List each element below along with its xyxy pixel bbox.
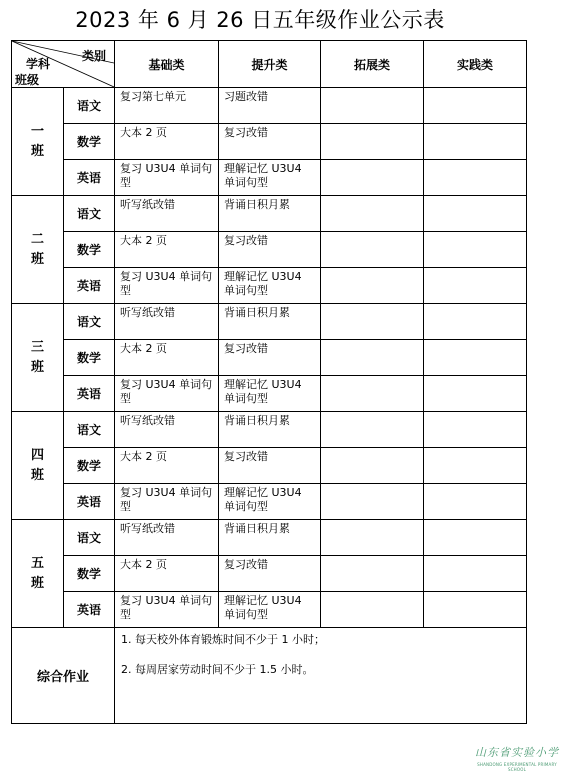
class-name-line2: 班 (30, 251, 44, 267)
class-name-line1: 五 (30, 555, 44, 571)
practice-cell (424, 340, 527, 376)
extended-cell (321, 592, 424, 628)
advanced-cell: 背诵日积月累 (219, 304, 321, 340)
extended-cell (321, 268, 424, 304)
extended-cell (321, 448, 424, 484)
class-name-cell (12, 412, 64, 520)
practice-cell (424, 160, 527, 196)
summary-item: 1. 每天校外体育锻炼时间不少于 1 小时； (121, 633, 325, 646)
table-row (12, 592, 527, 628)
class-name-line2: 班 (30, 575, 44, 591)
advanced-cell: 背诵日积月累 (219, 196, 321, 232)
basic-cell: 大本 2 页 (115, 124, 219, 160)
advanced-cell: 理解记忆 U3U4 单词句型 (219, 160, 321, 196)
table-row (12, 520, 527, 556)
summary-item: 2. 每周居家劳动时间不少于 1.5 小时。 (121, 663, 314, 676)
table-row (12, 124, 527, 160)
subject-cell: 语文 (64, 196, 115, 232)
basic-cell: 复习 U3U4 单词句型 (115, 376, 219, 412)
table-row (12, 196, 527, 232)
column-header-advanced: 提升类 (219, 41, 321, 88)
practice-cell (424, 304, 527, 340)
subject-cell: 数学 (64, 448, 115, 484)
class-name-cell (12, 88, 64, 196)
header-row (12, 41, 527, 88)
summary-content (115, 628, 527, 724)
practice-cell (424, 268, 527, 304)
subject-cell: 英语 (64, 484, 115, 520)
basic-cell: 听写纸改错 (115, 196, 219, 232)
class-name-line1: 二 (30, 231, 44, 247)
subject-cell: 语文 (64, 412, 115, 448)
subject-cell: 语文 (64, 304, 115, 340)
subject-cell: 数学 (64, 124, 115, 160)
class-name-cell (12, 196, 64, 304)
column-header-practice: 实践类 (424, 41, 527, 88)
advanced-cell: 复习改错 (219, 556, 321, 592)
basic-cell: 复习 U3U4 单词句型 (115, 484, 219, 520)
practice-cell (424, 412, 527, 448)
advanced-cell: 复习改错 (219, 340, 321, 376)
class-name-line1: 三 (30, 339, 44, 355)
corner-category-label: 类别 (81, 49, 106, 63)
class-name-line1: 一 (30, 123, 44, 139)
practice-cell (424, 484, 527, 520)
advanced-cell: 理解记忆 U3U4 单词句型 (219, 268, 321, 304)
advanced-cell: 背诵日积月累 (219, 520, 321, 556)
table-row (12, 232, 527, 268)
extended-cell (321, 376, 424, 412)
subject-cell: 数学 (64, 556, 115, 592)
table-row (12, 340, 527, 376)
column-header-basic: 基础类 (115, 41, 219, 88)
advanced-cell: 习题改错 (219, 88, 321, 124)
extended-cell (321, 304, 424, 340)
class-name-line2: 班 (30, 359, 44, 375)
practice-cell (424, 88, 527, 124)
table-row (12, 448, 527, 484)
extended-cell (321, 556, 424, 592)
table-row (12, 268, 527, 304)
practice-cell (424, 556, 527, 592)
summary-label: 综合作业 (12, 628, 115, 724)
class-name-cell (12, 520, 64, 628)
advanced-cell: 复习改错 (219, 232, 321, 268)
extended-cell (321, 196, 424, 232)
table-row (12, 376, 527, 412)
subject-cell: 数学 (64, 340, 115, 376)
subject-cell: 语文 (64, 520, 115, 556)
table-row (12, 556, 527, 592)
class-name-cell (12, 304, 64, 412)
practice-cell (424, 448, 527, 484)
column-header-extended: 拓展类 (321, 41, 424, 88)
basic-cell: 复习第七单元 (115, 88, 219, 124)
table-row (12, 160, 527, 196)
basic-cell: 复习 U3U4 单词句型 (115, 268, 219, 304)
subject-cell: 英语 (64, 160, 115, 196)
practice-cell (424, 520, 527, 556)
table-row (12, 304, 527, 340)
extended-cell (321, 124, 424, 160)
table-row (12, 484, 527, 520)
extended-cell (321, 340, 424, 376)
corner-class-label: 班级 (15, 73, 40, 87)
basic-cell: 大本 2 页 (115, 448, 219, 484)
practice-cell (424, 124, 527, 160)
advanced-cell: 背诵日积月累 (219, 412, 321, 448)
basic-cell: 复习 U3U4 单词句型 (115, 160, 219, 196)
corner-subject-label: 学科 (26, 57, 51, 71)
school-logo (470, 744, 564, 772)
table-row (12, 88, 527, 124)
extended-cell (321, 520, 424, 556)
extended-cell (321, 412, 424, 448)
page-title: 2023 年 6 月 26 日五年级作业公示表 (75, 8, 445, 32)
subject-cell: 英语 (64, 592, 115, 628)
subject-cell: 数学 (64, 232, 115, 268)
subject-cell: 英语 (64, 268, 115, 304)
school-logo-subtitle: SHANDONG EXPERIMENTAL PRIMARY SCHOOL (477, 762, 557, 772)
advanced-cell: 理解记忆 U3U4 单词句型 (219, 592, 321, 628)
extended-cell (321, 160, 424, 196)
summary-row (12, 628, 527, 724)
basic-cell: 听写纸改错 (115, 412, 219, 448)
basic-cell: 听写纸改错 (115, 520, 219, 556)
basic-cell: 复习 U3U4 单词句型 (115, 592, 219, 628)
practice-cell (424, 232, 527, 268)
subject-cell: 语文 (64, 88, 115, 124)
basic-cell: 大本 2 页 (115, 340, 219, 376)
advanced-cell: 复习改错 (219, 124, 321, 160)
advanced-cell: 复习改错 (219, 448, 321, 484)
basic-cell: 听写纸改错 (115, 304, 219, 340)
extended-cell (321, 88, 424, 124)
class-name-line2: 班 (30, 467, 44, 483)
subject-cell: 英语 (64, 376, 115, 412)
extended-cell (321, 484, 424, 520)
practice-cell (424, 196, 527, 232)
basic-cell: 大本 2 页 (115, 232, 219, 268)
advanced-cell: 理解记忆 U3U4 单词句型 (219, 484, 321, 520)
homework-table (11, 40, 527, 724)
practice-cell (424, 376, 527, 412)
table-row (12, 412, 527, 448)
practice-cell (424, 592, 527, 628)
extended-cell (321, 232, 424, 268)
advanced-cell: 理解记忆 U3U4 单词句型 (219, 376, 321, 412)
class-name-line1: 四 (30, 447, 44, 463)
corner-header-cell (12, 41, 115, 88)
class-name-line2: 班 (30, 143, 44, 159)
school-logo-name: 山东省实验小学 (475, 746, 559, 759)
basic-cell: 大本 2 页 (115, 556, 219, 592)
